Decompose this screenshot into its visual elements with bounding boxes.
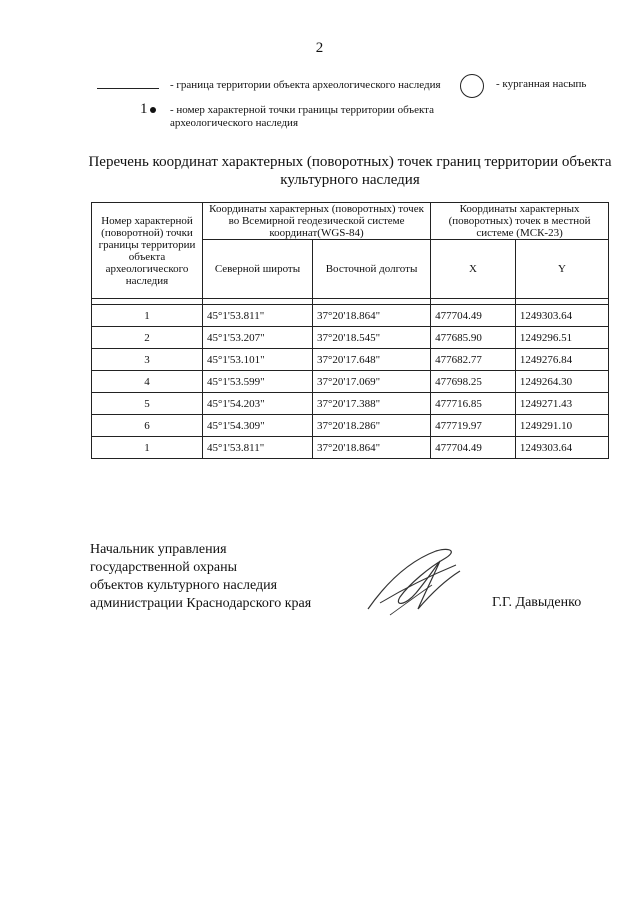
cell-x: 477719.97: [431, 415, 516, 437]
signatory-position: [90, 541, 311, 613]
cell-longitude: 37°20'17.388": [312, 393, 430, 415]
cell-y: 1249271.43: [515, 393, 608, 415]
position-line: объектов культурного наследия: [90, 578, 278, 593]
cell-point: 2: [92, 327, 203, 349]
coordinates-table: [91, 202, 609, 459]
cell-latitude: 45°1'53.207": [203, 327, 313, 349]
table-row: [92, 305, 609, 327]
header-msk23: Координаты характерных (поворотных) точек в местной системе (МСК-23): [431, 203, 609, 240]
cell-point: 1: [92, 305, 203, 327]
table-row: [92, 393, 609, 415]
cell-x: 477716.85: [431, 393, 516, 415]
boundary-line-symbol: [97, 88, 159, 89]
subheader-y: Y: [515, 240, 608, 299]
point-marker-symbol: [140, 101, 156, 118]
cell-latitude: 45°1'53.101": [203, 349, 313, 371]
table-row: [92, 371, 609, 393]
legend-point-text: - номер характерной точки границы территории объекта археологического наследия: [170, 104, 434, 129]
table-row: [92, 437, 609, 459]
legend-mound-text: - курганная насыпь: [496, 78, 587, 90]
subheader-x: X: [431, 240, 516, 299]
cell-longitude: 37°20'18.286": [312, 415, 430, 437]
position-line: Начальник управления: [90, 542, 227, 557]
cell-longitude: 37°20'17.069": [312, 371, 430, 393]
position-line: администрации Краснодарского края: [90, 596, 312, 611]
subheader-east-longitude: Восточной долготы: [312, 240, 430, 299]
cell-longitude: 37°20'18.864": [312, 305, 430, 327]
cell-point: 6: [92, 415, 203, 437]
cell-y: 1249296.51: [515, 327, 608, 349]
cell-latitude: 45°1'54.203": [203, 393, 313, 415]
header-wgs84: Координаты характерных (поворотных) точек во Всемирной геодезической системе координат(WGS-84): [203, 203, 431, 240]
cell-latitude: 45°1'53.599": [203, 371, 313, 393]
cell-y: 1249276.84: [515, 349, 608, 371]
cell-y: 1249264.30: [515, 371, 608, 393]
cell-x: 477704.49: [431, 305, 516, 327]
signer-name: Г.Г. Давыденко: [492, 595, 582, 610]
position-line: государственной охраны: [90, 560, 238, 575]
subheader-north-latitude: Северной широты: [203, 240, 313, 299]
point-marker-number: 1: [140, 101, 148, 117]
cell-x: 477685.90: [431, 327, 516, 349]
mound-circle-icon: [460, 74, 484, 98]
document-title: Перечень координат характерных (поворотных) точек границ территории объекта культурного наследия: [88, 154, 612, 188]
cell-y: 1249291.10: [515, 415, 608, 437]
cell-longitude: 37°20'18.864": [312, 437, 430, 459]
cell-longitude: 37°20'18.545": [312, 327, 430, 349]
header-point-number: Номер характерной (поворотной) точки границы территории объекта археологического наследия: [92, 203, 203, 299]
cell-latitude: 45°1'53.811": [203, 305, 313, 327]
cell-y: 1249303.64: [515, 305, 608, 327]
cell-x: 477704.49: [431, 437, 516, 459]
point-dot-icon: [150, 107, 156, 113]
table-row: [92, 415, 609, 437]
cell-point: 3: [92, 349, 203, 371]
page-number: 2: [315, 40, 324, 56]
cell-x: 477682.77: [431, 349, 516, 371]
table-row: [92, 327, 609, 349]
cell-y: 1249303.64: [515, 437, 608, 459]
cell-x: 477698.25: [431, 371, 516, 393]
cell-point: 5: [92, 393, 203, 415]
cell-point: 1: [92, 437, 203, 459]
table-row: [92, 349, 609, 371]
handwritten-signature: [360, 545, 470, 617]
cell-latitude: 45°1'54.309": [203, 415, 313, 437]
cell-longitude: 37°20'17.648": [312, 349, 430, 371]
cell-latitude: 45°1'53.811": [203, 437, 313, 459]
legend-boundary-text: - граница территории объекта археологического наследия: [170, 79, 441, 91]
cell-point: 4: [92, 371, 203, 393]
